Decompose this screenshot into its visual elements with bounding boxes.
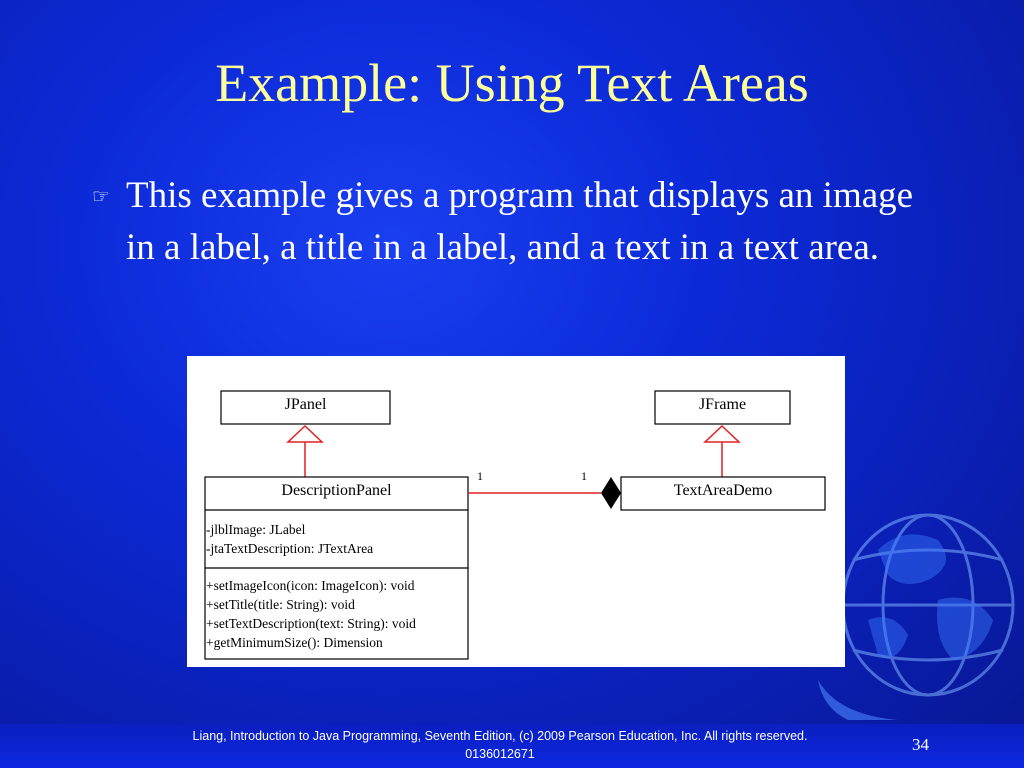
method-item: +setTextDescription(text: String): void: [206, 616, 416, 631]
bullet-text: This example gives a program that displays an image in a label, a title in a label, and a text in a text area.: [126, 175, 914, 268]
jframe-label: JFrame: [698, 396, 747, 413]
slide-title: Example: Using Text Areas: [215, 53, 809, 113]
footer-copyright: Liang, Introduction to Java Programming, Seventh Edition, (c) 2009 Pearson Education, Inc. All rights reserved. 0136012671: [192, 729, 808, 761]
description-panel-label: DescriptionPanel: [281, 482, 392, 499]
bullet-point: [92, 170, 942, 274]
pointing-hand-icon: ☞: [92, 186, 110, 208]
composition-diamond: [601, 477, 621, 509]
attribute-item: -jtaTextDescription: JTextArea: [206, 541, 374, 556]
method-item: +setTitle(title: String): void: [206, 597, 355, 612]
method-item: +getMinimumSize(): Dimension: [206, 635, 383, 650]
text-area-demo-label: TextAreaDemo: [673, 482, 773, 499]
method-item: +setImageIcon(icon: ImageIcon): void: [206, 578, 415, 593]
inheritance-arrow-jframe: [705, 426, 739, 442]
multiplicity-right: 1: [581, 469, 587, 483]
inheritance-arrow-jpanel: [288, 426, 322, 442]
page-number: 34: [912, 735, 929, 754]
multiplicity-left: 1: [477, 469, 483, 483]
uml-class-diagram: [187, 356, 845, 667]
jpanel-label: JPanel: [284, 396, 327, 413]
attribute-item: -jlblImage: JLabel: [206, 522, 306, 537]
